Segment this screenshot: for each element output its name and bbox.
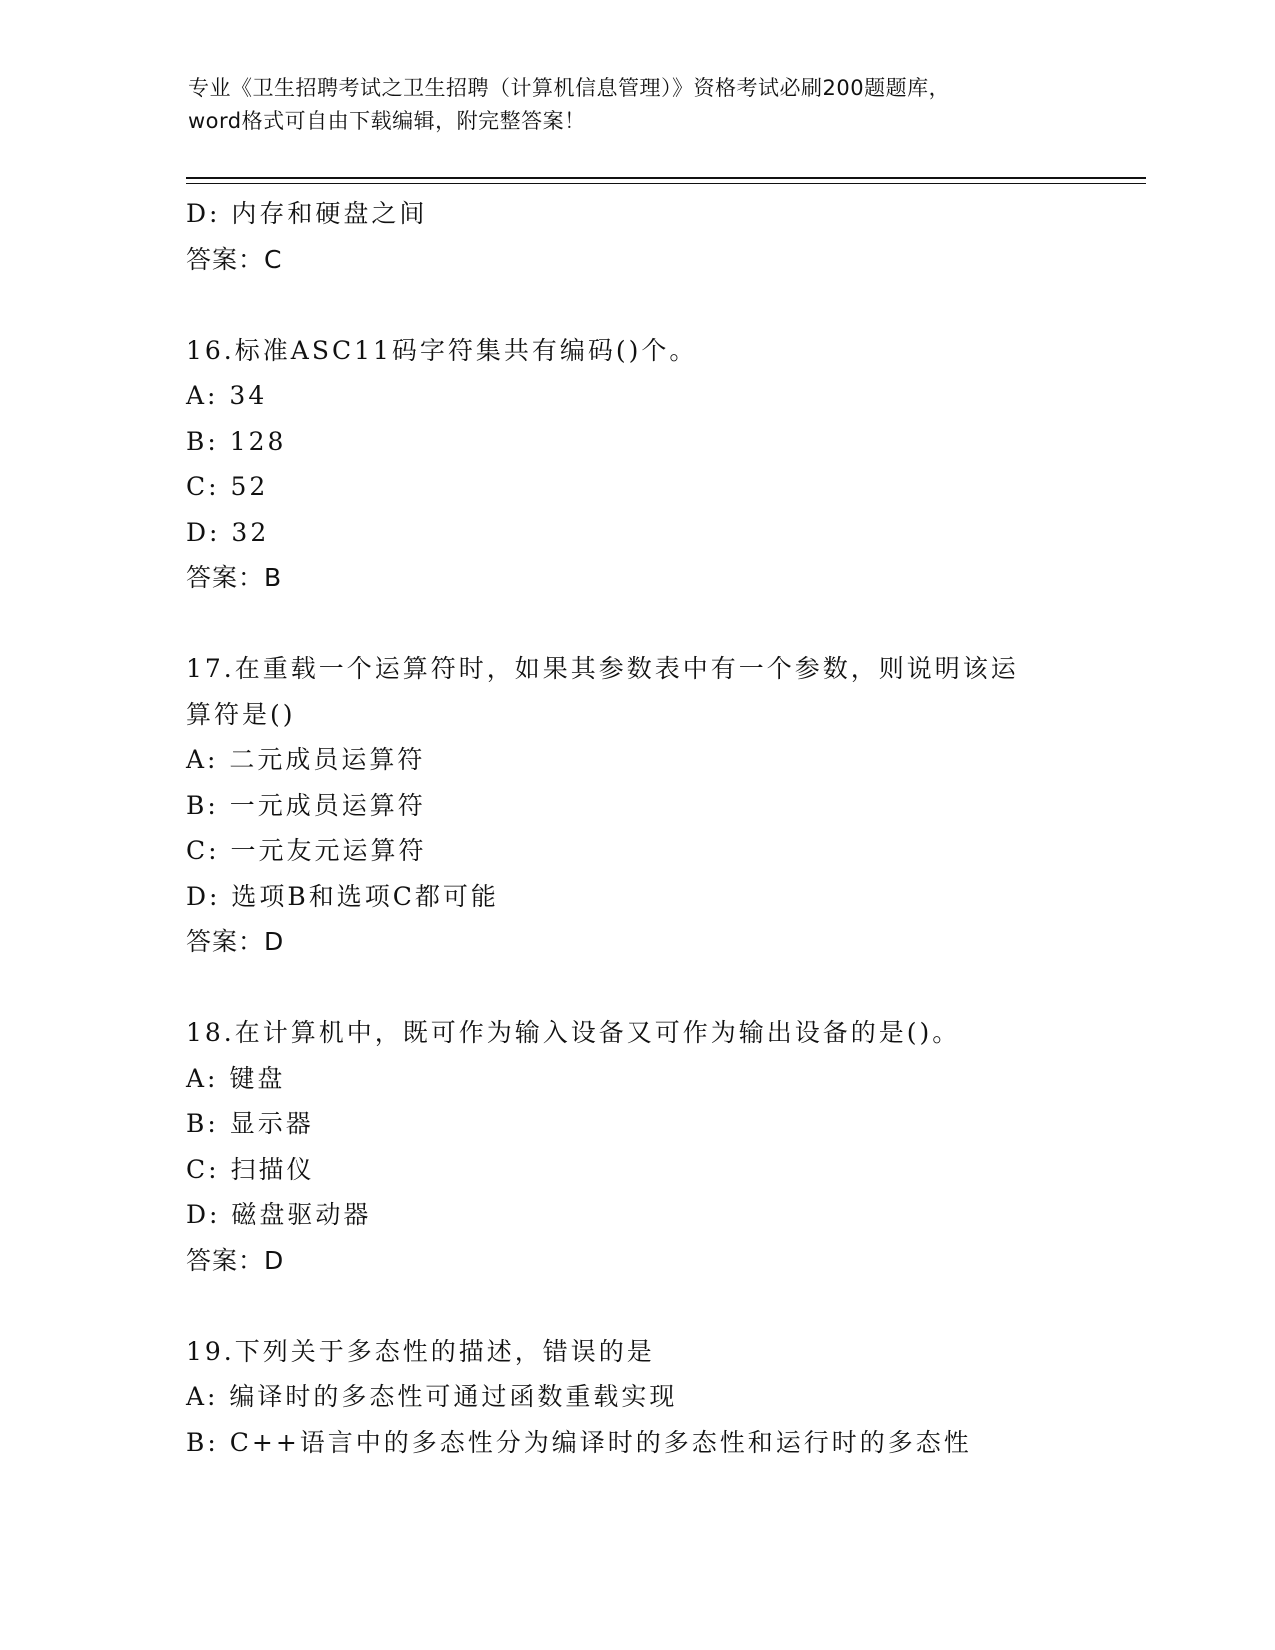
option-line: A: 键盘 xyxy=(186,1063,286,1093)
option-line: D: 32 xyxy=(186,517,270,547)
answer-line: 答案：B xyxy=(186,563,283,592)
header-divider-thin xyxy=(186,183,1146,184)
answer-line: 答案：D xyxy=(186,927,285,956)
spacer xyxy=(186,965,1086,1011)
option-line: C: 52 xyxy=(186,472,269,501)
header-divider-thick xyxy=(186,177,1146,179)
option-line: B: 显示器 xyxy=(186,1109,314,1138)
question-line: 18.在计算机中，既可作为输入设备又可作为输出设备的是()。 xyxy=(186,1018,961,1047)
option-line: A: 34 xyxy=(186,381,268,410)
option-line: A: 二元成员运算符 xyxy=(186,745,426,774)
option-line: B: 一元成员运算符 xyxy=(186,790,426,820)
option-line: A: 编译时的多态性可通过函数重载实现 xyxy=(186,1382,678,1411)
answer-line: 答案：C xyxy=(186,244,283,274)
document-header xyxy=(188,72,1088,138)
answer-line: 答案：D xyxy=(186,1245,285,1275)
header-line-1: 专业《卫生招聘考试之卫生招聘（计算机信息管理）》资格考试必刷200题题库， xyxy=(188,76,951,100)
spacer xyxy=(186,282,1086,328)
option-line: B: 128 xyxy=(186,426,287,456)
option-line: C: 扫描仪 xyxy=(186,1154,315,1184)
option-line: C: 一元友元运算符 xyxy=(186,836,427,865)
option-line: D: 磁盘驱动器 xyxy=(186,1200,372,1229)
option-line: D: 选项B和选项C都可能 xyxy=(186,881,499,911)
question-line: 19.下列关于多态性的描述，错误的是 xyxy=(186,1336,655,1366)
spacer xyxy=(186,601,1086,647)
question-line: 16.标准ASC11码字符集共有编码()个。 xyxy=(186,335,698,365)
option-line: D: 内存和硬盘之间 xyxy=(186,199,428,228)
header-line-2: word格式可自由下载编辑，附完整答案！ xyxy=(188,109,586,133)
question-list xyxy=(186,191,1086,1465)
spacer xyxy=(186,1283,1086,1329)
question-line: 17.在重载一个运算符时，如果其参数表中有一个参数，则说明该运算符是() xyxy=(186,654,1019,729)
option-line: B: C++语言中的多态性分为编译时的多态性和运行时的多态性 xyxy=(186,1427,972,1457)
